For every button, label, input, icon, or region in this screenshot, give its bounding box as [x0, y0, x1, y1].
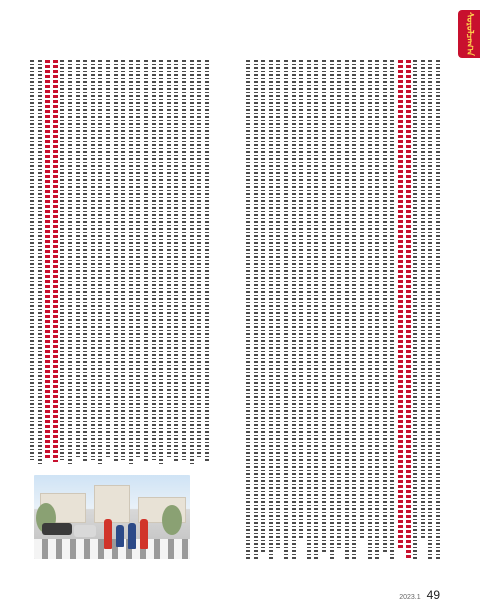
- text-column: [159, 60, 163, 465]
- text-column: [197, 60, 201, 458]
- text-column: [144, 60, 148, 462]
- photo-person: [116, 525, 124, 547]
- text-column: [345, 60, 349, 560]
- photo-car: [42, 523, 72, 535]
- photo-person: [140, 519, 148, 549]
- text-column: [421, 60, 425, 540]
- text-column: [299, 60, 303, 540]
- photo-building: [94, 485, 130, 523]
- text-column: [428, 60, 432, 560]
- street-crossing-photo: [34, 475, 190, 559]
- section-tab: [458, 10, 480, 58]
- text-column: [174, 60, 178, 462]
- text-column: [60, 60, 64, 460]
- text-column: [182, 60, 186, 460]
- photo-tree: [162, 505, 182, 535]
- text-column: [261, 60, 265, 554]
- text-column: [314, 60, 318, 560]
- text-column: [307, 60, 311, 560]
- text-column: [167, 60, 171, 458]
- text-column: [98, 60, 102, 465]
- text-column: [383, 60, 387, 554]
- page-footer: [399, 588, 440, 602]
- text-column: [129, 60, 133, 465]
- text-column: [205, 60, 209, 462]
- text-column: [436, 60, 440, 560]
- text-column: [114, 60, 118, 462]
- text-column: [292, 60, 296, 560]
- text-column: [246, 60, 250, 560]
- heading-column: [398, 60, 403, 548]
- heading-column: [406, 60, 411, 560]
- text-column: [152, 60, 156, 460]
- text-column: [375, 60, 379, 560]
- text-column: [330, 60, 334, 560]
- text-column: [121, 60, 125, 460]
- text-column: [30, 60, 34, 460]
- text-column: [76, 60, 80, 458]
- heading-column: [45, 60, 50, 458]
- photo-crosswalk: [34, 539, 190, 559]
- text-column: [337, 60, 341, 548]
- heading-column: [53, 60, 58, 462]
- page-number: 49: [426, 588, 440, 602]
- text-column: [106, 60, 110, 458]
- text-column: [276, 60, 280, 548]
- text-column: [360, 60, 364, 540]
- photo-car: [74, 525, 96, 537]
- text-column: [190, 60, 194, 465]
- text-column: [269, 60, 273, 560]
- text-column: [322, 60, 326, 554]
- text-column: [390, 60, 394, 560]
- text-column: [68, 60, 72, 465]
- text-column: [368, 60, 372, 560]
- text-column: [254, 60, 258, 560]
- text-column: [91, 60, 95, 460]
- photo-person: [104, 519, 112, 549]
- text-column: [136, 60, 140, 458]
- issue-label: 2023.1: [399, 594, 421, 601]
- text-column: [284, 60, 288, 560]
- text-column: [38, 60, 42, 465]
- text-column: [83, 60, 87, 462]
- photo-person: [128, 523, 136, 549]
- text-column: [413, 60, 417, 560]
- section-tab-label: ᠰᠤᠷᠤᠯᠴᠠᠭ᠎ᠠ: [464, 12, 474, 56]
- text-column: [352, 60, 356, 560]
